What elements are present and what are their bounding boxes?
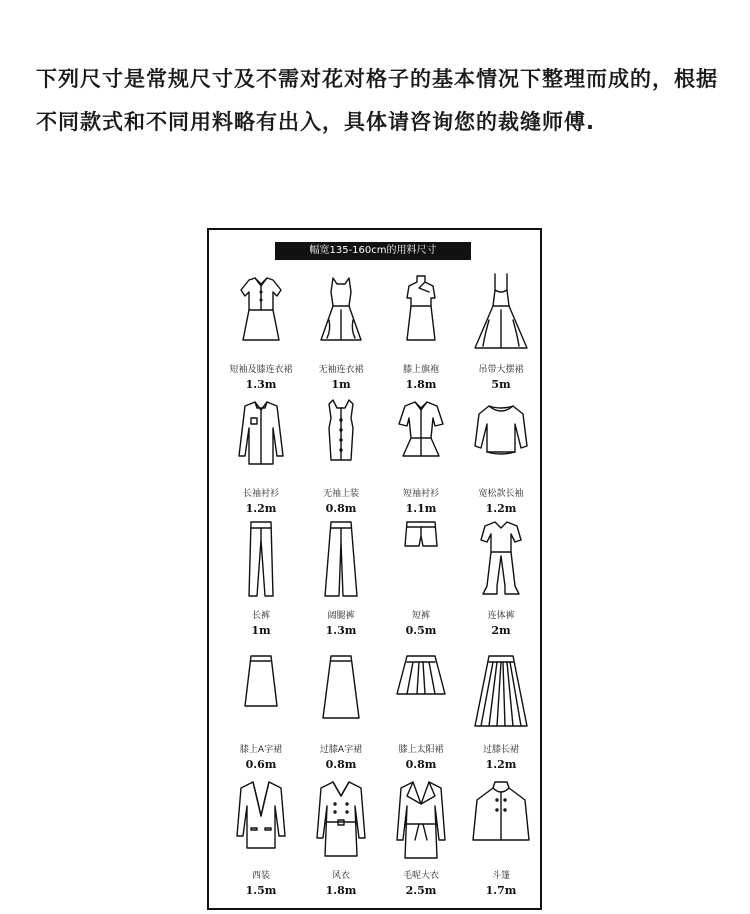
garment-name: 吊带大摆裙 xyxy=(478,365,524,375)
short-sleeve-knee-dress-icon xyxy=(229,270,293,358)
garment-item xyxy=(381,776,461,906)
garment-item xyxy=(221,776,301,906)
wool-coat-icon xyxy=(389,776,453,864)
garment-name: 无袖上装 xyxy=(322,489,359,499)
a-line-short-skirt-icon xyxy=(229,650,293,738)
garment-name: 过膝A字裙 xyxy=(319,745,363,755)
garment-name: 宽松款长袖 xyxy=(478,489,524,499)
garment-item xyxy=(221,270,301,400)
garment-item xyxy=(301,650,381,780)
cape-icon xyxy=(469,776,533,864)
garment-name: 膝上A字裙 xyxy=(239,745,283,755)
garment-name: 毛呢大衣 xyxy=(402,871,439,881)
garment-name: 膝上太阳裙 xyxy=(398,745,444,755)
pleated-short-skirt-icon xyxy=(389,650,453,738)
garment-name: 西装 xyxy=(251,871,270,881)
fabric-length: 1m xyxy=(331,378,351,391)
trench-coat-icon xyxy=(309,776,373,864)
garment-item xyxy=(461,394,541,524)
fabric-length: 0.8m xyxy=(325,758,357,771)
garment-item xyxy=(221,516,301,646)
long-sleeve-shirt-icon xyxy=(229,394,293,482)
garment-name: 膝上旗袍 xyxy=(402,365,439,375)
fabric-length: 5m xyxy=(491,378,511,391)
garment-name: 过膝长裙 xyxy=(482,745,519,755)
garment-item xyxy=(301,776,381,906)
fabric-length: 0.6m xyxy=(245,758,277,771)
loose-blouse-icon xyxy=(469,394,533,482)
sleeveless-top-icon xyxy=(309,394,373,482)
fabric-length: 0.8m xyxy=(325,502,357,515)
fabric-length: 0.5m xyxy=(405,624,437,637)
fabric-length: 2m xyxy=(491,624,511,637)
fabric-length: 1.7m xyxy=(485,884,517,897)
fabric-length: 1.2m xyxy=(485,502,517,515)
garment-item xyxy=(381,270,461,400)
fabric-length: 1m xyxy=(251,624,271,637)
fabric-length: 2.5m xyxy=(405,884,437,897)
intro-text: 下列尺寸是常规尺寸及不需对花对格子的基本情况下整理而成的，根据不同款式和不同用料略有出入，具体请咨询您的裁缝师傅. xyxy=(36,67,718,134)
garment-name: 无袖连衣裙 xyxy=(318,365,364,375)
garment-item xyxy=(381,516,461,646)
garment-name: 风衣 xyxy=(331,871,350,881)
a-line-long-skirt-icon xyxy=(309,650,373,738)
chart-title: 幅宽135-160cm的用料尺寸 xyxy=(275,242,471,260)
fabric-length: 1.1m xyxy=(405,502,437,515)
garment-name: 阔腿裤 xyxy=(327,611,355,621)
fabric-length: 1.3m xyxy=(325,624,357,637)
fabric-length: 1.2m xyxy=(485,758,517,771)
garment-item xyxy=(461,776,541,906)
short-sleeve-shirt-icon xyxy=(389,394,453,482)
jumpsuit-icon xyxy=(469,516,533,604)
garment-item xyxy=(301,516,381,646)
garment-item xyxy=(301,270,381,400)
garment-name: 短袖衬衫 xyxy=(402,489,439,499)
fabric-length: 1.8m xyxy=(325,884,357,897)
garment-name: 连体裤 xyxy=(487,611,515,621)
garment-name: 斗篷 xyxy=(491,871,510,881)
fabric-length: 1.8m xyxy=(405,378,437,391)
garment-item xyxy=(461,270,541,400)
fabric-usage-chart xyxy=(207,228,542,910)
fabric-length: 0.8m xyxy=(405,758,437,771)
garment-item xyxy=(461,650,541,780)
garment-item xyxy=(221,394,301,524)
sleeveless-dress-icon xyxy=(309,270,373,358)
wide-leg-pants-icon xyxy=(309,516,373,604)
trousers-icon xyxy=(229,516,293,604)
garment-item xyxy=(221,650,301,780)
garment-item xyxy=(381,650,461,780)
suit-jacket-icon xyxy=(229,776,293,864)
garment-name: 短裤 xyxy=(411,611,430,621)
strap-gown-icon xyxy=(469,270,533,358)
fabric-length: 1.5m xyxy=(245,884,277,897)
fabric-length: 1.2m xyxy=(245,502,277,515)
garment-name: 短袖及膝连衣裙 xyxy=(229,365,293,375)
garment-name: 长袖衬衫 xyxy=(242,489,279,499)
pleated-long-skirt-icon xyxy=(469,650,533,738)
garment-name: 长裤 xyxy=(251,611,270,621)
garment-item xyxy=(301,394,381,524)
qipao-icon xyxy=(389,270,453,358)
garment-item xyxy=(381,394,461,524)
fabric-length: 1.3m xyxy=(245,378,277,391)
shorts-icon xyxy=(389,516,453,604)
garment-item xyxy=(461,516,541,646)
